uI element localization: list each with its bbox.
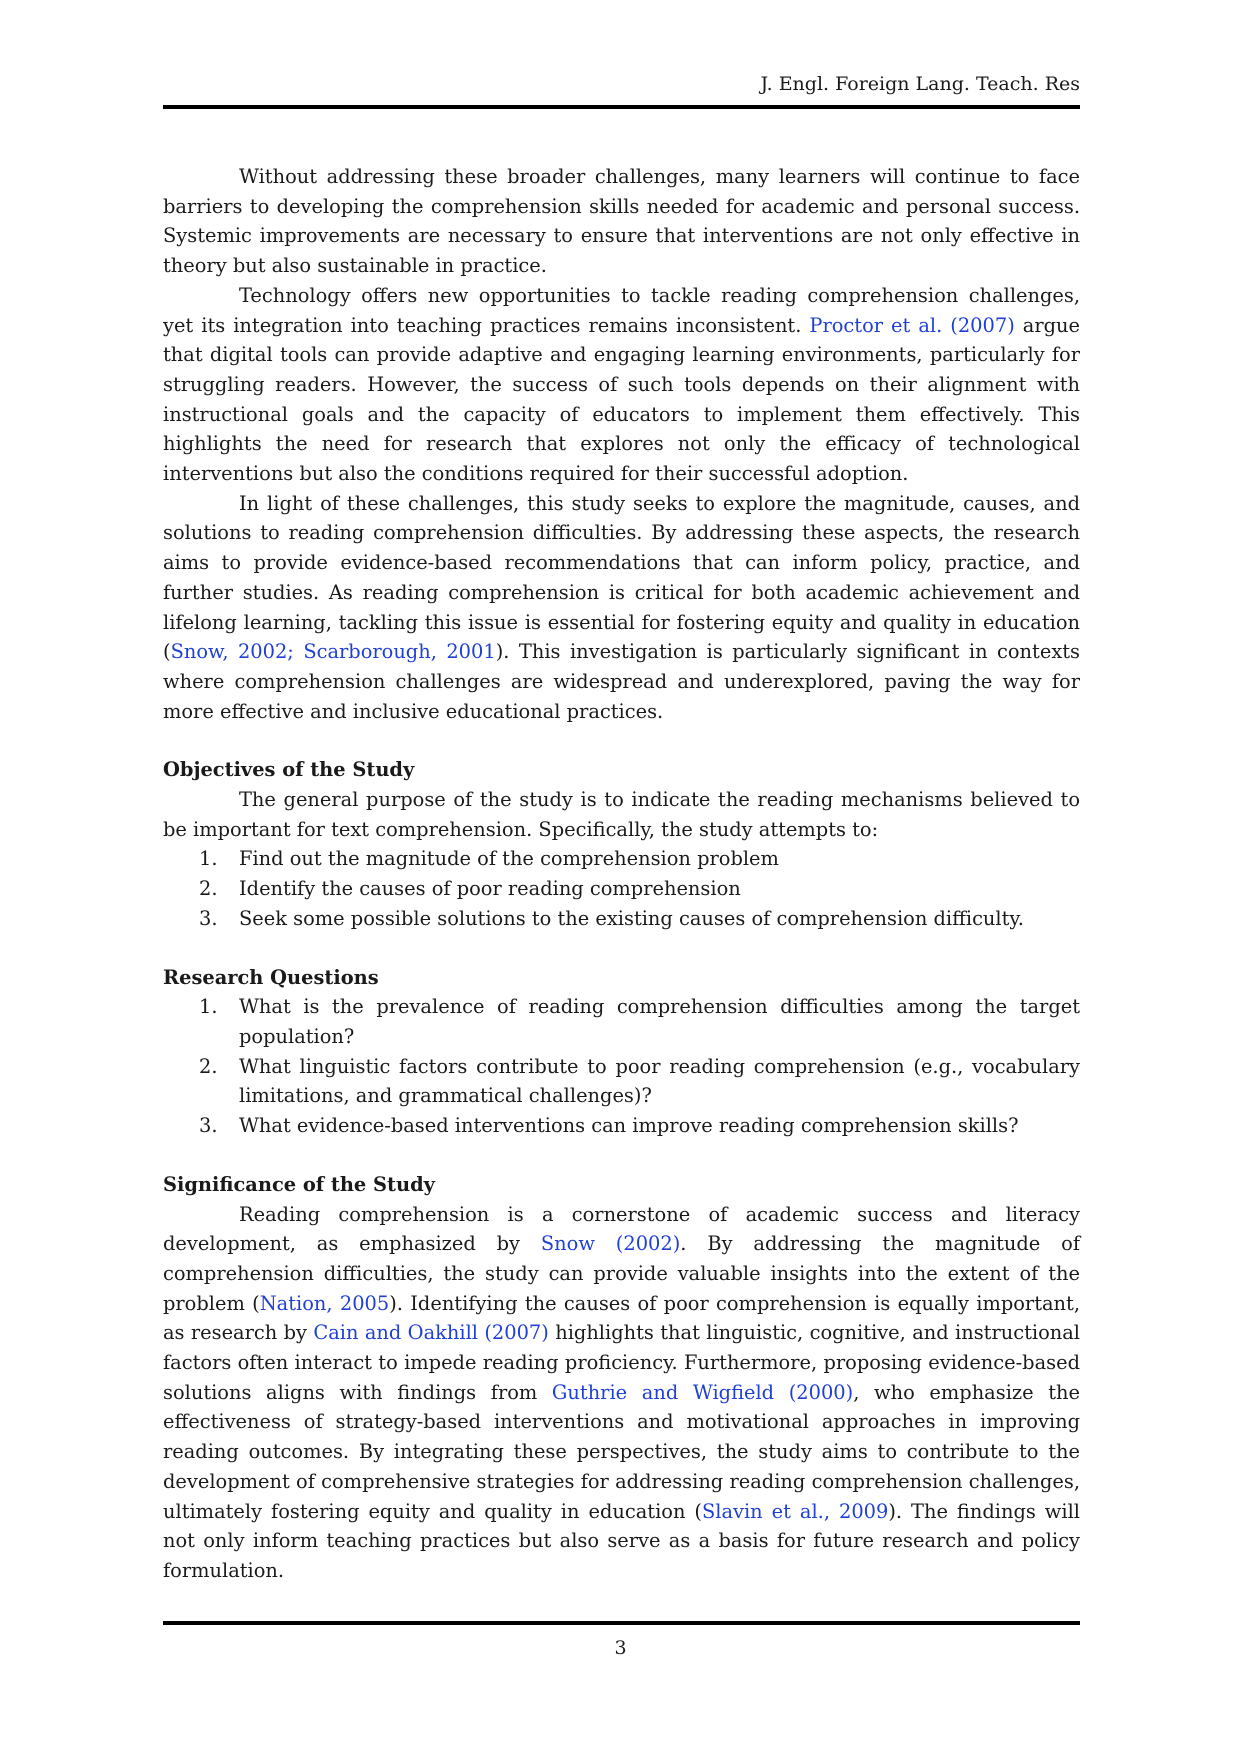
significance-text-d: highlights that linguistic, cognitive, and instructional factors often interact to impede reading proficiency. Furthermore, proposing evidence-based solutions aligns with findings from: [163, 1321, 1080, 1404]
list-item-text: What linguistic factors contribute to poor reading comprehension (e.g., vocabulary limitations, and grammatical challenges)?: [239, 1054, 1080, 1108]
list-number: 3.: [199, 906, 218, 930]
list-item: [163, 844, 1080, 874]
citation-link[interactable]: Cain and Oakhill (2007): [313, 1321, 549, 1345]
citation-link[interactable]: Snow (2002): [540, 1232, 681, 1256]
section-heading-significance: Significance of the Study: [163, 1172, 435, 1196]
list-item-text: Find out the magnitude of the comprehension problem: [239, 847, 779, 871]
citation-link[interactable]: Proctor et al. (2007): [809, 313, 1015, 337]
significance-text-b: . By addressing the magnitude of comprehension difficulties, the study can provide valuable insights into the extent of the problem (: [163, 1232, 1081, 1315]
citation-link[interactable]: Guthrie and Wigfield (2000): [551, 1380, 854, 1404]
list-item: [163, 1111, 1080, 1141]
paragraph-3-text-a: In light of these challenges, this study seeks to explore the magnitude, causes, and solutions to reading comprehension difficulties. By addressing these aspects, the research aims to provide evidence-based recommendations that can inform policy, practice, and further studies. As reading comprehension is critical for both academic achievement and lifelong learning, tackling this issue is essential for fostering equity and quality in education (: [163, 491, 1080, 664]
list-number: 2.: [199, 877, 218, 901]
significance-paragraph: [163, 1200, 1080, 1586]
paragraph-3-text-b: ). This investigation is particularly significant in contexts where comprehension challenges are widespread and underexplored, paving the way for more effective and inclusive educational practices.: [163, 640, 1080, 723]
significance-text-e: , who emphasize the effectiveness of strategy-based interventions and motivational approaches in improving reading outcomes. By integrating these perspectives, the study aims to contribute to the development of comprehensive strategies for addressing reading comprehension challenges, ultimately fostering equity and quality in education (: [163, 1380, 1080, 1523]
significance-text-f: ). The findings will not only inform teaching practices but also serve as a basis for future research and policy formulation.: [163, 1499, 1080, 1582]
footer-rule: [163, 1621, 1080, 1625]
section-heading-research-questions: Research Questions: [163, 965, 379, 989]
citation-link[interactable]: Slavin et al., 2009: [701, 1499, 889, 1523]
paragraph-1: Without addressing these broader challenges, many learners will continue to face barriers to developing the comprehension skills needed for academic and personal success. Systemic improvements are necessary to ensure that interventions are not only effective in theory but also sustainable in practice.: [163, 165, 1080, 278]
list-item: [163, 992, 1080, 1051]
paragraph-2-text-b: argue that digital tools can provide adaptive and engaging learning environments, particularly for struggling readers. However, the success of such tools depends on their alignment with instructional goals and the capacity of educators to implement them effectively. This highlights the need for research that explores not only the efficacy of technological interventions but also the conditions required for their successful adoption.: [163, 313, 1080, 486]
list-number: 3.: [199, 1114, 218, 1138]
header-rule: [163, 105, 1080, 109]
list-number: 2.: [199, 1054, 218, 1078]
significance-text-c: ). Identifying the causes of poor comprehension is equally important, as research by: [163, 1291, 1081, 1345]
list-number: 1.: [199, 995, 218, 1019]
list-item: [163, 1052, 1080, 1111]
list-item-text: What evidence-based interventions can improve reading comprehension skills?: [239, 1114, 1019, 1138]
list-item-text: What is the prevalence of reading comprehension difficulties among the target population?: [239, 995, 1080, 1048]
list-item: [163, 904, 1080, 934]
section-heading-objectives: Objectives of the Study: [163, 758, 415, 782]
list-item-text: Seek some possible solutions to the existing causes of comprehension difficulty.: [239, 906, 1024, 930]
body-text: [163, 162, 1080, 1586]
list-number: 1.: [199, 847, 218, 871]
list-item: [163, 874, 1080, 904]
citation-link[interactable]: Snow, 2002; Scarborough, 2001: [170, 640, 496, 664]
significance-text-a: Reading comprehension is a cornerstone of academic success and literacy development, as emphasized by: [163, 1202, 1080, 1256]
objectives-intro: The general purpose of the study is to indicate the reading mechanisms believed to be important for text comprehension. Specifically, the study attempts to:: [163, 788, 1080, 841]
paragraph-2-text-a: Technology offers new opportunities to tackle reading comprehension challenges, yet its integration into teaching practices remains inconsistent.: [163, 283, 1080, 337]
paragraph-2: [163, 281, 1080, 489]
research-questions-list: [163, 992, 1080, 1141]
list-item-text: Identify the causes of poor reading comprehension: [239, 877, 741, 901]
running-head: J. Engl. Foreign Lang. Teach. Res: [760, 73, 1080, 95]
citation-link[interactable]: Nation, 2005: [259, 1291, 390, 1315]
objectives-list: [163, 844, 1080, 933]
paragraph-3: [163, 489, 1080, 727]
page-number: 3: [614, 1637, 627, 1659]
